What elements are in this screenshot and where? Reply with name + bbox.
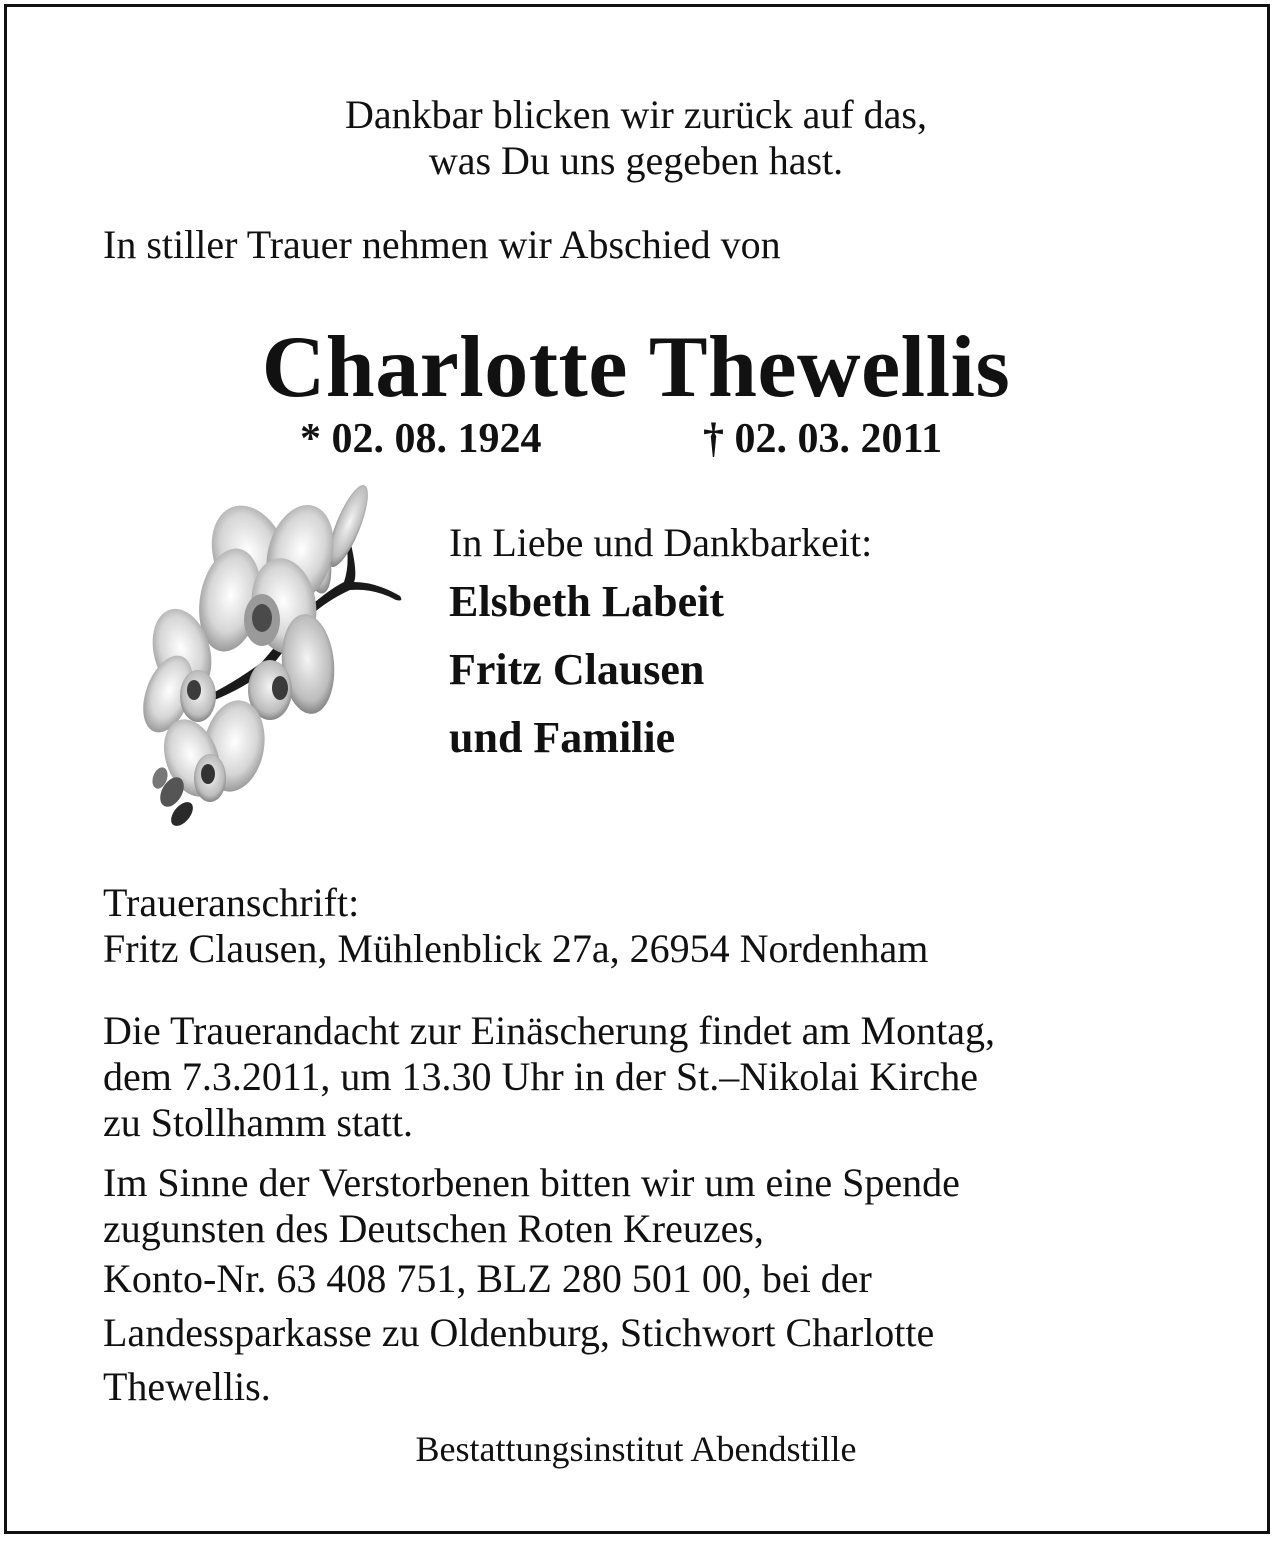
service-announcement: [103, 1008, 1203, 1146]
donation-line: Im Sinne der Verstorbenen bitten wir um eine Spende: [103, 1160, 960, 1205]
mourner-name: Fritz Clausen: [449, 645, 705, 694]
address-label: Traueranschrift:: [103, 880, 360, 925]
birth-date: * 02. 08. 1924: [300, 416, 542, 462]
service-line: dem 7.3.2011, um 13.30 Uhr in der St.–Nikolai Kirche: [103, 1054, 979, 1099]
mourners-heading: In Liebe und Dankbarkeit:: [449, 520, 873, 565]
death-date: † 02. 03. 2011: [703, 416, 943, 462]
orchid-illustration: [138, 478, 408, 838]
mourner-family: und Familie: [449, 713, 676, 762]
funeral-home: Bestattungsinstitut Abendstille: [415, 1429, 857, 1469]
motto: [0, 92, 1272, 184]
service-line: zu Stollhamm statt.: [103, 1100, 413, 1145]
service-line: Die Trauerandacht zur Einäscherung findet am Montag,: [103, 1008, 995, 1053]
donation-line: Landessparkasse zu Oldenburg, Stichwort Charlotte: [103, 1310, 935, 1355]
deceased-name: Charlotte Thewellis: [261, 319, 1011, 416]
donation-request: [103, 1160, 1203, 1414]
mourner-name: Elsbeth Labeit: [449, 577, 725, 626]
intro-text: In stiller Trauer nehmen wir Abschied von: [103, 222, 781, 267]
donation-line: zugunsten des Deutschen Roten Kreuzes,: [103, 1206, 764, 1251]
donation-line: Konto-Nr. 63 408 751, BLZ 280 501 00, bei der: [103, 1256, 872, 1301]
address-value: Fritz Clausen, Mühlenblick 27a, 26954 Nordenham: [103, 926, 929, 971]
donation-line: Thewellis.: [103, 1364, 271, 1409]
mourners-block: [449, 518, 872, 772]
mourning-address: [103, 880, 1203, 972]
motto-line-2: was Du uns gegeben hast.: [428, 138, 844, 183]
motto-line-1: Dankbar blicken wir zurück auf das,: [345, 92, 927, 137]
